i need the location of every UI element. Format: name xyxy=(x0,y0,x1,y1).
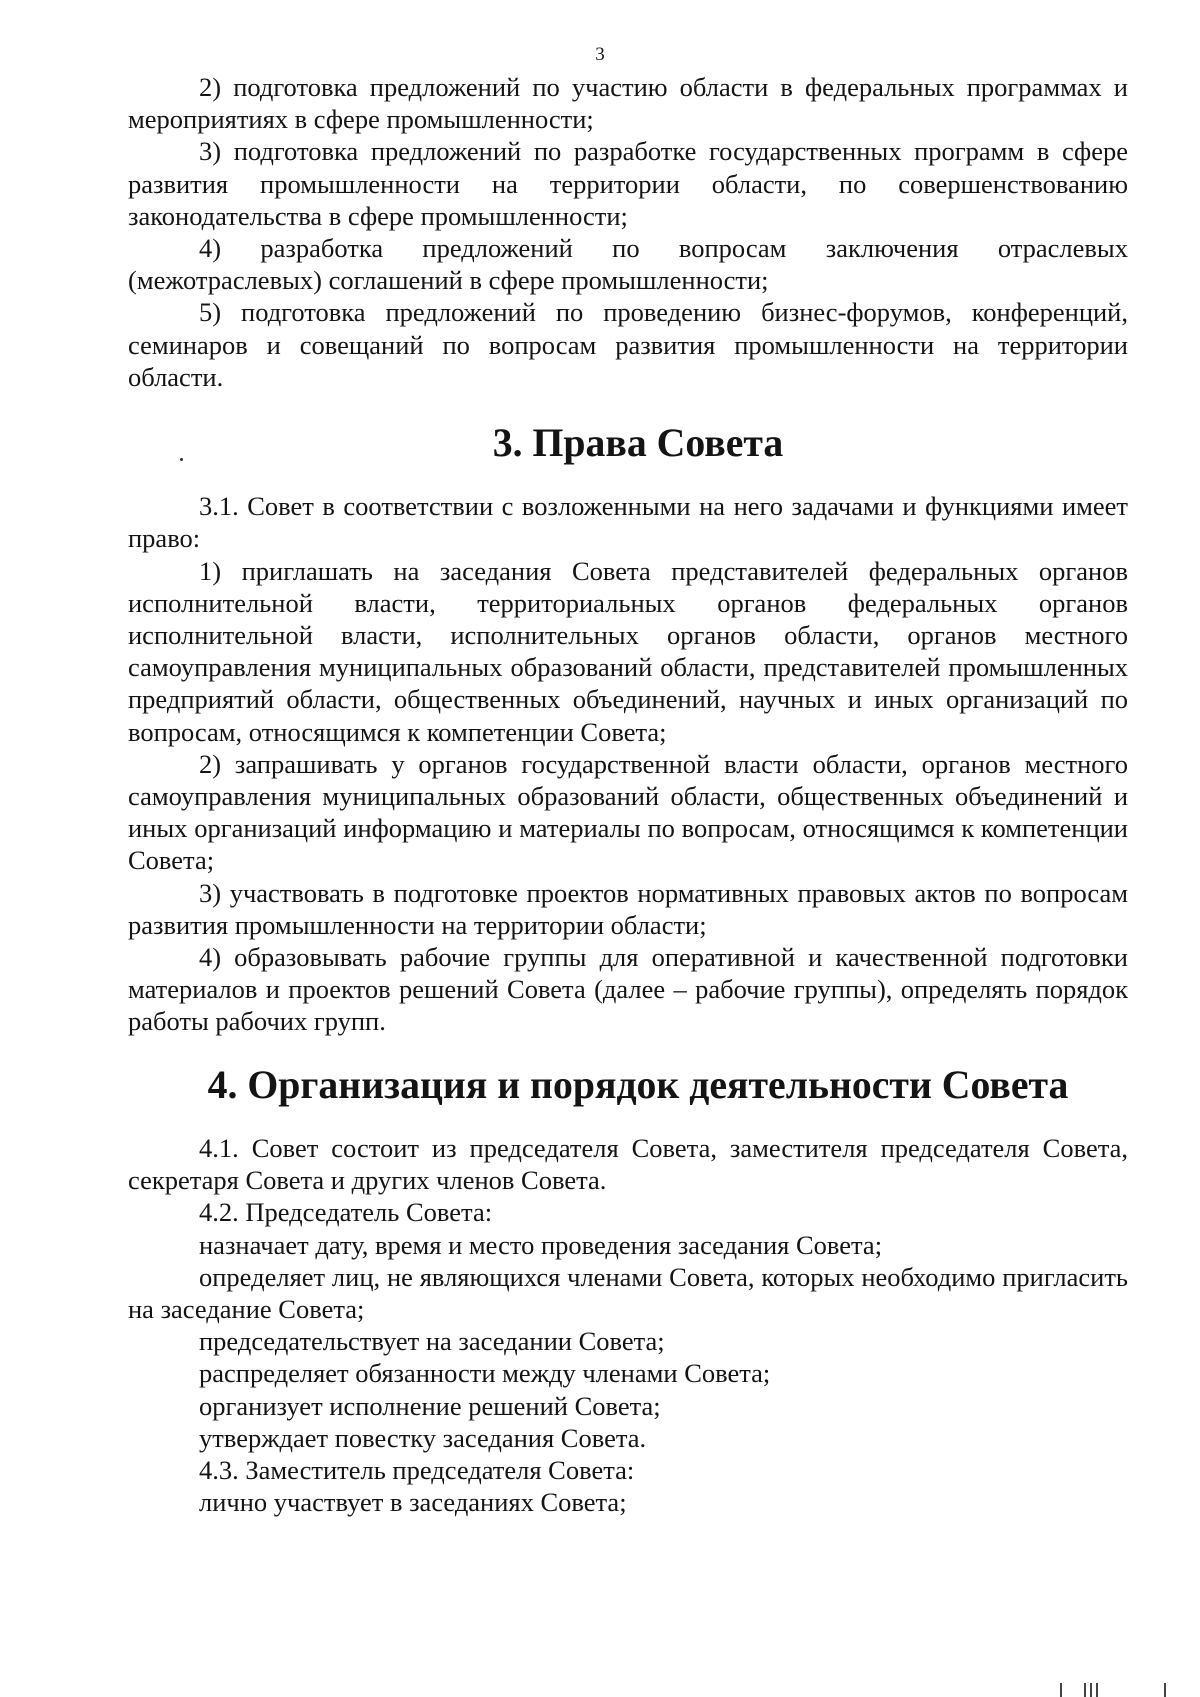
paragraph: 4) образовывать рабочие группы для оперативной и качественной подготовки материалов и проектов решений Совета (далее – рабочие группы), определять порядок работы рабочих групп. xyxy=(128,942,1128,1037)
paragraph: распределяет обязанности между членами Совета; xyxy=(199,1358,771,1389)
paragraph: назначает дату, время и место проведения заседания Совета; xyxy=(199,1229,883,1260)
paragraph: 4.3. Заместитель председателя Совета: xyxy=(199,1454,635,1485)
paragraph: 2) запрашивать у органов государственной власти области, органов местного самоуправления муниципальных образований области, общественных объединений и иных организаций информацию и материалы по вопросам, относящимся к компетенции Совета; xyxy=(128,748,1128,876)
page-number: 3 xyxy=(595,44,605,65)
functions-list-continued xyxy=(128,71,1128,393)
paragraph: 5) подготовка предложений по проведению бизнес-форумов, конференций, семинаров и совещаний по вопросам развития промышленности на территории области. xyxy=(128,297,1128,392)
paragraph: 3) подготовка предложений по разработке государственных программ в сфере развития промышленности на территории области, по совершенствованию законодательства в сфере промышленности; xyxy=(128,136,1128,231)
paragraph: организует исполнение решений Совета; xyxy=(199,1390,661,1421)
section-heading-rights: 3. Права Совета xyxy=(492,421,784,466)
paragraph: 3) участвовать в подготовке проектов нормативных правовых актов по вопросам развития промышленности на территории области; xyxy=(128,877,1128,940)
paragraph: 2) подготовка предложений по участию области в федеральных программах и мероприятиях в сфере промышленности; xyxy=(128,72,1128,135)
paragraph: лично участвует в заседаниях Совета; xyxy=(199,1487,627,1518)
organization-section xyxy=(128,1132,1128,1518)
paragraph: председательствует на заседании Совета; xyxy=(199,1326,665,1357)
paragraph: 4) разработка предложений по вопросам заключения отраслевых (межотраслевых) соглашений в сфере промышленности; xyxy=(128,233,1128,296)
document-body xyxy=(128,71,1128,1518)
paragraph: утверждает повестку заседания Совета. xyxy=(199,1422,647,1453)
scan-edge-marks xyxy=(1040,1675,1200,1697)
paragraph: 3.1. Совет в соответствии с возложенными на него задачами и функциями имеет право: xyxy=(128,491,1128,554)
rights-section xyxy=(128,490,1128,1037)
paragraph: 4.1. Совет состоит из председателя Совета, заместителя председателя Совета, секретаря Совета и других членов Совета. xyxy=(128,1132,1128,1196)
scan-speck xyxy=(180,458,183,461)
paragraph: определяет лиц, не являющихся членами Совета, которых необходимо пригласить на заседание Совета; xyxy=(128,1261,1128,1324)
paragraph: 1) приглашать на заседания Совета представителей федеральных органов исполнительной власти, территориальных органов федеральных органов исполнительной власти, исполнительных органов области, органов местного самоуправления муниципальных образований области, представителей промышленных предприятий области, общественных объединений, научных и иных организаций по вопросам, относящимся к компетенции Совета; xyxy=(128,555,1128,747)
paragraph: 4.2. Председатель Совета: xyxy=(199,1197,493,1228)
section-heading-organization: 4. Организация и порядок деятельности Совета xyxy=(207,1062,1069,1107)
